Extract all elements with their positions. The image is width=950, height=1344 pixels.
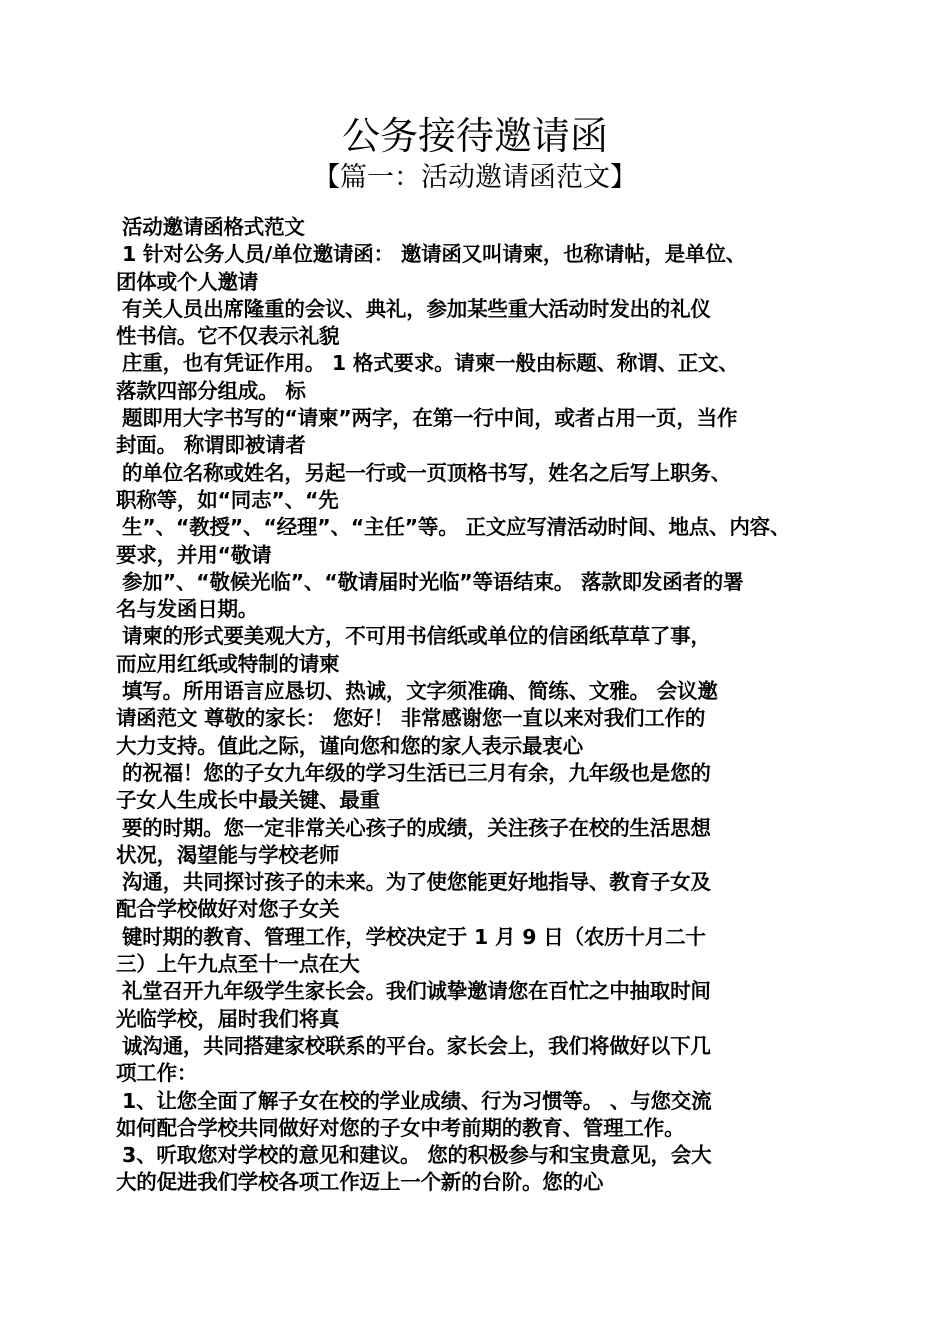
text-line: 参加”、“敬候光临”、“敬请届时光临”等语结束。 落款即发函者的署 [122, 569, 744, 594]
text-line: 名与发函日期。 [116, 597, 259, 622]
text-line: 生”、“教授”、“经理”、“主任”等。 正文应写清活动时间、地点、内容、 [122, 515, 791, 540]
text-line: 活动邀请函格式范文 [122, 215, 305, 239]
text-line: 如何配合学校共同做好对您的子女中考前期的教育、管理工作。 [116, 1115, 685, 1140]
text-line: 要求，并用“敬请 [116, 542, 272, 567]
text-line: 要的时期。您一定非常关心孩子的成绩，关注孩子在校的生活思想 [122, 815, 711, 840]
text-line: 1、让您全面了解子女在校的学业成绩、行为习惯等。 、与您交流 [122, 1088, 712, 1113]
text-line: 1 针对公务人员/单位邀请函： 邀请函又叫请柬，也称请帖，是单位、 [122, 242, 746, 267]
text-line: 键时期的教育、管理工作，学校决定于 1 月 9 日（农历十月二十 [122, 924, 706, 949]
text-line: 的单位名称或姓名，另起一行或一页顶格书写，姓名之后写上职务、 [122, 460, 731, 485]
text-line: 项工作： [116, 1061, 198, 1086]
text-line: 三）上午九点至十一点在大 [116, 952, 360, 977]
text-line: 大的促进我们学校各项工作迈上一个新的台阶。您的心 [116, 1170, 604, 1195]
text-line: 有关人员出席隆重的会议、典礼，参加某些重大活动时发出的礼仪 [122, 296, 711, 321]
text-line: 填写。所用语言应恳切、热诚，文字须准确、简练、文雅。 会议邀 [122, 679, 718, 704]
text-line: 封面。 称谓即被请者 [116, 433, 306, 458]
text-line: 沟通，共同探讨孩子的未来。为了使您能更好地指导、教育子女及 [122, 870, 711, 895]
text-line: 请柬的形式要美观大方，不可用书信纸或单位的信函纸草草了事， [122, 624, 711, 649]
text-line: 团体或个人邀请 [116, 269, 259, 294]
document-body [116, 214, 846, 1197]
text-line: 性书信。它不仅表示礼貌 [116, 324, 340, 349]
text-line: 光临学校，届时我们将真 [116, 1006, 340, 1031]
document-subtitle: 【篇一：活动邀请函范文】 [313, 162, 637, 193]
text-line: 题即用大字书写的“请柬”两字，在第一行中间，或者占用一页，当作 [122, 406, 738, 431]
text-line: 请函范文 尊敬的家长： 您好！ 非常感谢您一直以来对我们工作的 [116, 706, 706, 731]
text-line: 而应用红纸或特制的请柬 [116, 651, 340, 676]
text-line: 的祝福！您的子女九年级的学习生活已三月有余，九年级也是您的 [122, 760, 711, 785]
text-line: 诚沟通，共同搭建家校联系的平台。家长会上，我们将做好以下几 [122, 1033, 711, 1058]
text-line: 庄重，也有凭证作用。 1 格式要求。请柬一般由标题、称谓、正文、 [122, 351, 739, 376]
text-line: 子女人生成长中最关键、最重 [116, 788, 380, 813]
text-line: 礼堂召开九年级学生家长会。我们诚挚邀请您在百忙之中抽取时间 [122, 979, 711, 1004]
text-line: 职称等，如“同志”、“先 [116, 487, 339, 512]
text-line: 状况，渴望能与学校老师 [116, 842, 340, 867]
text-line: 落款四部分组成。 标 [116, 378, 306, 403]
text-line: 3、听取您对学校的意见和建议。 您的积极参与和宝贵意见，会大 [122, 1143, 712, 1168]
text-line: 配合学校做好对您子女关 [116, 897, 340, 922]
text-line: 大力支持。值此之际，谨向您和您的家人表示最衷心 [116, 733, 583, 758]
document-title: 公务接待邀请函 [341, 114, 608, 158]
